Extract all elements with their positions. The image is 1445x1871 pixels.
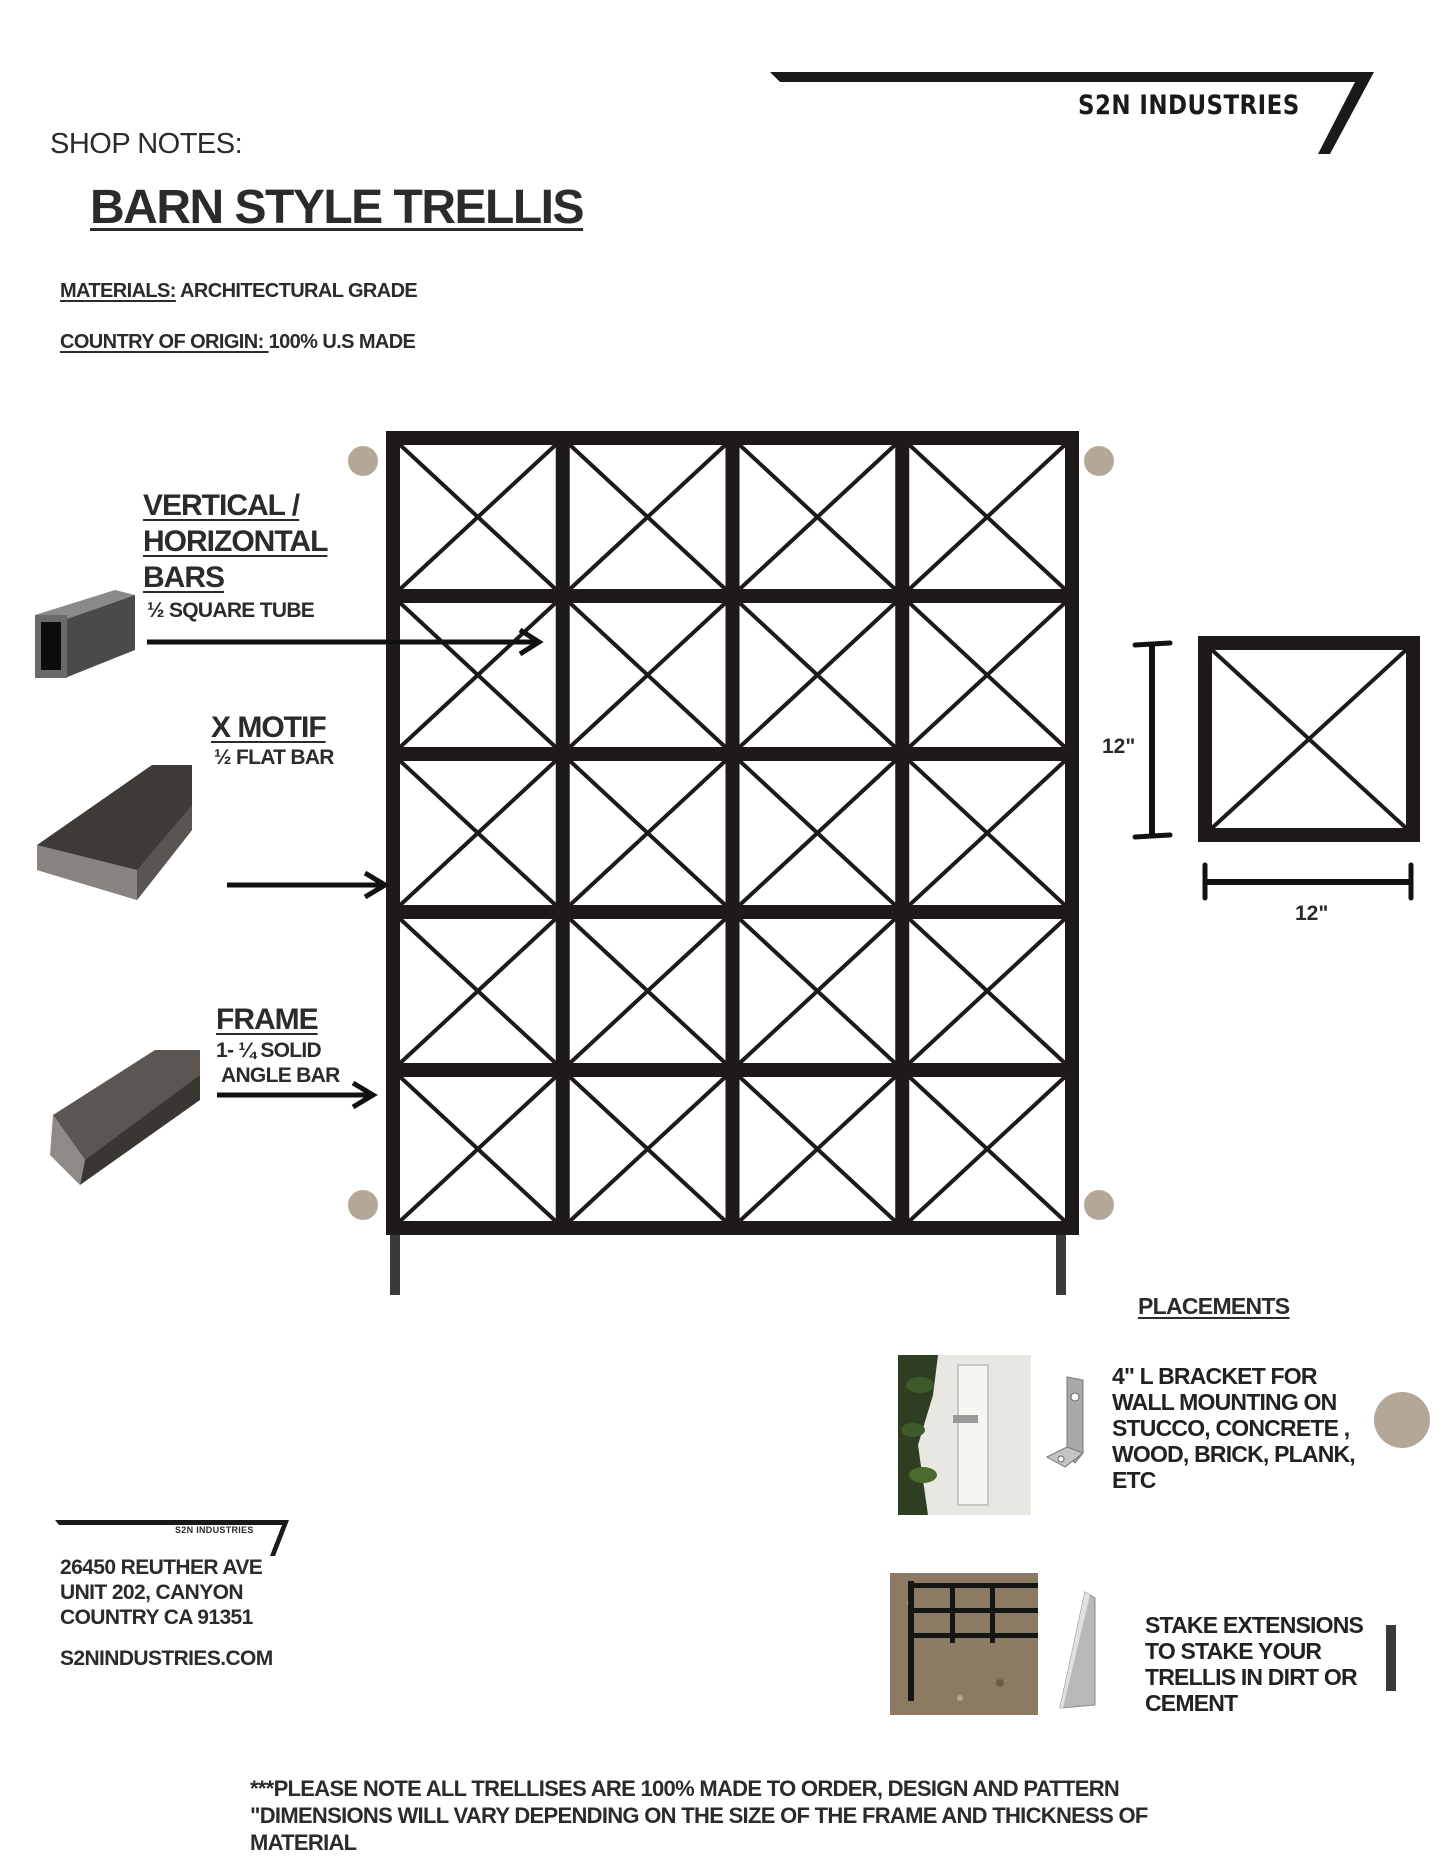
stake-legend-bar [1386,1625,1396,1691]
angle-bar-image [45,1045,205,1185]
mount-dot-bottom-left [348,1190,378,1220]
frame-subtitle-line: 1- ¼ SOLID [216,1039,322,1062]
stake-description [1145,1612,1363,1716]
bars-title-line: VERTICAL / [143,489,300,522]
materials-value: ARCHITECTURAL GRADE [175,280,418,302]
page-title: BARN STYLE TRELLIS [90,181,584,234]
bracket-line: WALL MOUNTING ON [1112,1389,1337,1415]
shop-notes-label: SHOP NOTES: [50,128,243,160]
stake-extension-icon [1055,1590,1100,1710]
footnote-line: ***PLEASE NOTE ALL TRELLISES ARE 100% MADE TO ORDER, DESIGN AND PATTERN [250,1776,1120,1801]
square-tube-image [30,580,140,680]
frame-title: FRAME [216,1003,318,1036]
trellis-frame [386,431,1079,1235]
stake-line: STAKE EXTENSIONS [1145,1612,1364,1638]
bars-title-line: HORIZONTAL [143,525,328,558]
flat-bar-image [22,760,192,910]
arrow-bars [145,627,545,657]
address-line: COUNTRY CA 91351 [60,1606,253,1629]
l-bracket-icon [1045,1375,1095,1475]
materials-label: MATERIALS: [60,280,176,302]
bars-title-line: BARS [143,561,225,594]
stake-photo [890,1573,1038,1715]
dimension-detail [1125,635,1425,915]
materials-line [60,280,417,303]
address-line: 26450 REUTHER AVE [60,1556,263,1579]
height-dimension-label: 12" [1102,735,1136,758]
trellis-drawing [340,430,1130,1310]
origin-label: COUNTRY OF ORIGIN: [60,331,269,353]
bracket-line: 4" L BRACKET FOR [1112,1363,1317,1389]
wall-mount-photo [898,1355,1031,1515]
width-dimension-label: 12" [1295,902,1329,925]
bracket-line: STUCCO, CONCRETE , [1112,1415,1350,1441]
arrow-x-motif [225,870,390,900]
bracket-line: WOOD, BRICK, PLANK, [1112,1441,1355,1467]
bracket-line: ETC [1112,1467,1156,1493]
footnote [250,1775,1148,1856]
mount-dot-legend [1372,1390,1432,1450]
bracket-description [1112,1363,1355,1493]
stake-line: TO STAKE YOUR [1145,1638,1322,1664]
frame-subtitle-line: ANGLE BAR [221,1064,340,1087]
address-line: UNIT 202, CANYON [60,1581,243,1604]
bars-subtitle: ½ SQUARE TUBE [147,599,315,622]
mount-dot-top-left [348,446,378,476]
website-link[interactable]: S2NINDUSTRIES.COM [60,1647,273,1670]
origin-line [60,331,415,354]
address [60,1555,262,1630]
origin-value: 100% U.S MADE [268,331,416,353]
footnote-line: "DIMENSIONS WILL VARY DEPENDING ON THE SIZE OF THE FRAME AND THICKNESS OF [250,1803,1148,1828]
stake-left [390,1235,400,1295]
footnote-line: MATERIAL [250,1830,357,1855]
x-motif-subtitle: ½ FLAT BAR [214,746,334,769]
x-motif-title: X MOTIF [211,711,326,744]
stake-line: CEMENT [1145,1690,1238,1716]
stake-line: TRELLIS IN DIRT OR [1145,1664,1357,1690]
stake-right [1056,1235,1066,1295]
brand-name: S2N INDUSTRIES [1078,90,1300,121]
small-brand-banner [55,1518,295,1558]
placements-heading: PLACEMENTS [1138,1293,1290,1319]
bars-title [143,488,327,596]
mount-dot-bottom-right [1084,1190,1114,1220]
arrow-frame [215,1080,380,1110]
mount-dot-top-right [1084,446,1114,476]
small-brand-name: S2N INDUSTRIES [175,1525,254,1535]
